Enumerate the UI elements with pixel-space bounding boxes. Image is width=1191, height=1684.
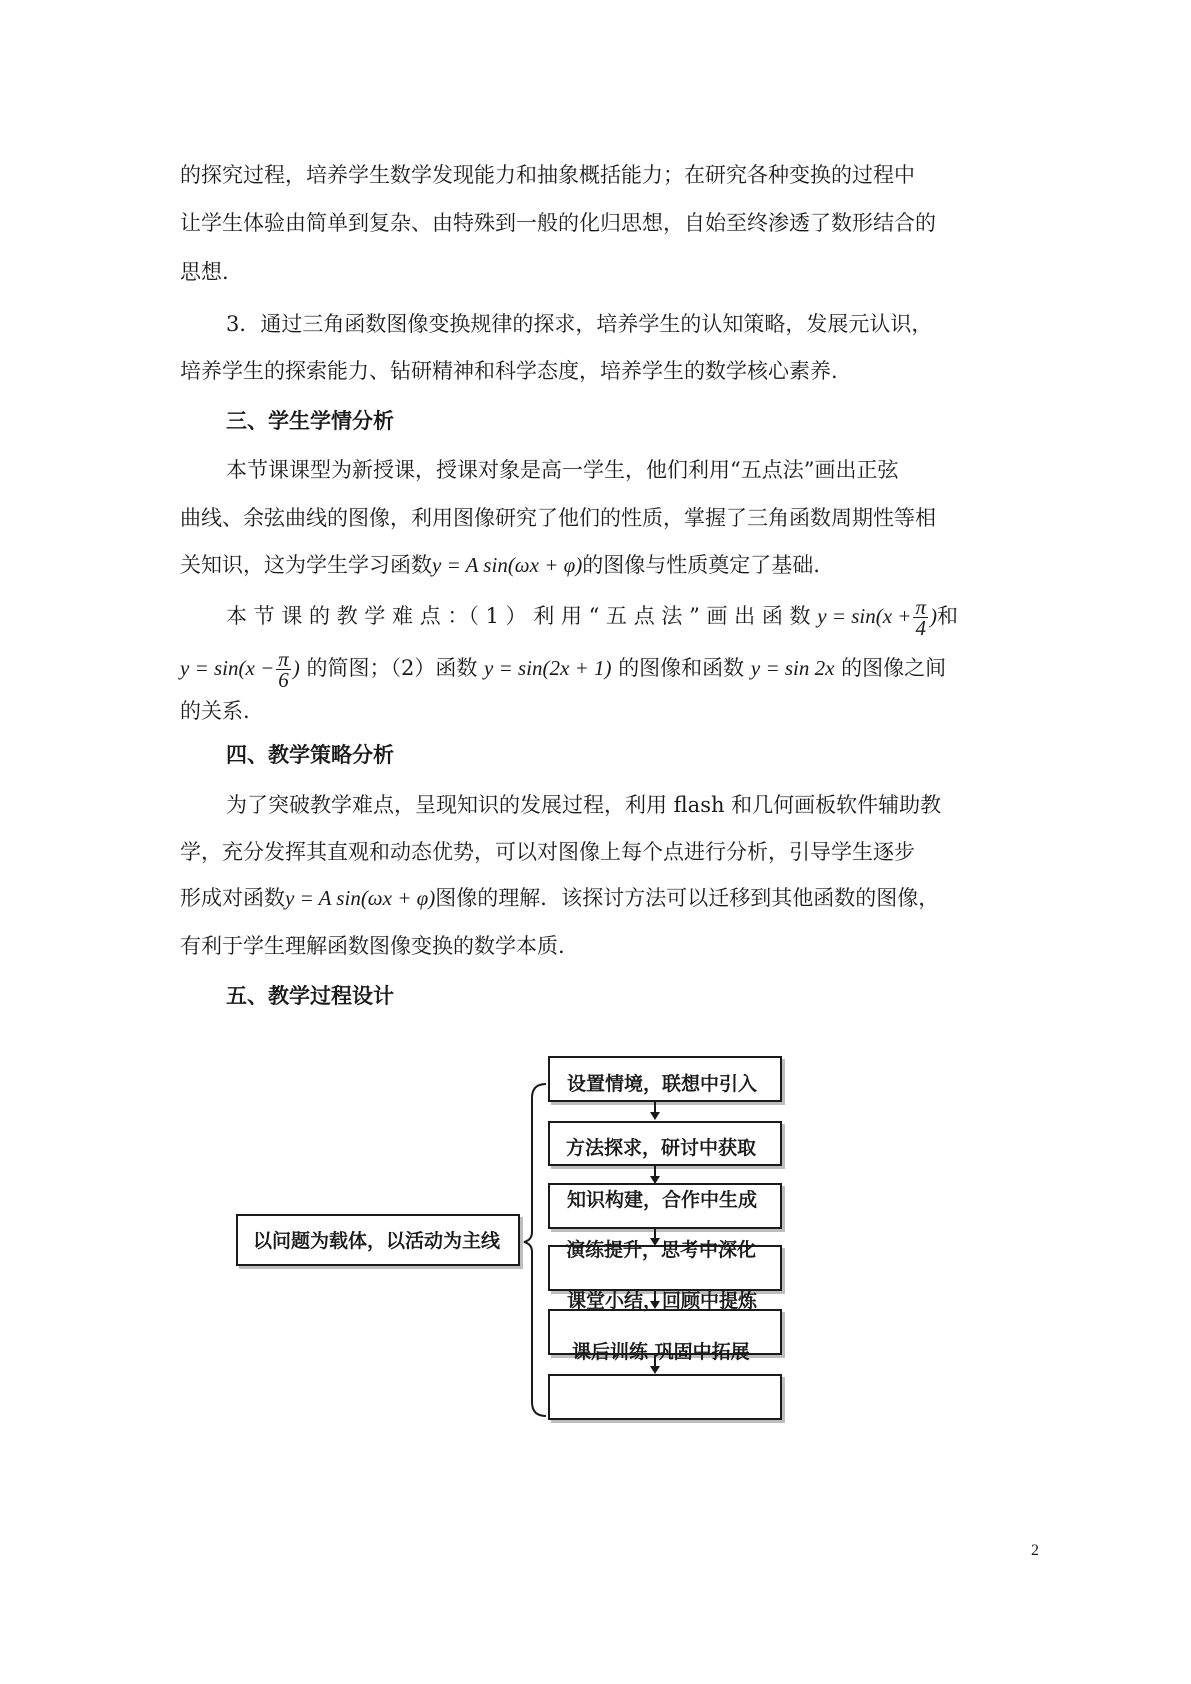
page-number: 2 [1031, 1542, 1039, 1559]
fraction-denominator: 6 [278, 668, 289, 692]
text: 和 [936, 604, 958, 628]
para-line: 让学生体验由简单到复杂、由特殊到一般的化归思想，自始至终渗透了数形结合的 [180, 211, 936, 235]
math-paren: ) [292, 656, 300, 680]
text: 形成对函数 [180, 886, 285, 910]
section-heading: 五、教学过程设计 [226, 984, 394, 1008]
math-formula: y = sin 2x [750, 656, 835, 680]
fraction-denominator: 4 [915, 616, 926, 640]
para-line: 有利于学生理解函数图像变换的数学本质. [180, 934, 565, 958]
para-line: 本节课课型为新授课，授课对象是高一学生，他们利用“五点法”画出正弦 [226, 458, 899, 482]
para-line: 思想. [180, 260, 229, 284]
para-line [180, 646, 946, 690]
para-line [180, 884, 939, 912]
para-line [226, 594, 958, 638]
flowchart-step-label: 设置情境，联想中引入 [567, 1073, 758, 1095]
flowchart-step-label: 课后训练 巩固中拓展 [572, 1341, 750, 1363]
flowchart-step-label: 知识构建，合作中生成 [567, 1189, 758, 1211]
para-line: 3．通过三角函数图像变换规律的探求，培养学生的认知策略，发展元认识， [226, 312, 933, 336]
math-formula: y = sin(x − [180, 656, 275, 680]
text: 图像的理解．该探讨方法可以迁移到其他函数的图像， [435, 886, 940, 910]
math-formula: y = sin(2x + 1) [484, 656, 612, 680]
para-line [180, 551, 820, 579]
fraction [276, 649, 291, 690]
para-line: 的探究过程，培养学生数学发现能力和抽象概括能力；在研究各种变换的过程中 [180, 163, 915, 187]
text: 的图像和函数 [618, 656, 745, 680]
fraction-numerator: π [915, 595, 926, 619]
text: 的图像之间 [841, 656, 947, 680]
section-heading: 三、学生学情分析 [226, 409, 394, 433]
text: 的图像与性质奠定了基础. [582, 553, 820, 577]
section-heading: 四、教学策略分析 [226, 743, 394, 767]
para-line: 培养学生的探索能力、钻研精神和科学态度，培养学生的数学核心素养. [180, 359, 838, 383]
math-formula: y = A sin(ωx + φ) [432, 553, 583, 577]
flowchart-step-label: 课堂小结，回顾中提炼 [567, 1290, 758, 1312]
flowchart-step-label: 演练提升，思考中深化 [566, 1239, 757, 1261]
math-formula: y = A sin(ωx + φ) [285, 886, 436, 910]
text: 的简图；（2）函数 [306, 656, 478, 680]
fraction-numerator: π [278, 647, 289, 671]
para-line: 曲线、余弦曲线的图像，利用图像研究了他们的性质，掌握了三角函数周期性等相 [180, 506, 936, 530]
para-line: 为了突破教学难点，呈现知识的发展过程，利用 flash 和几何画板软件辅助教 [226, 793, 942, 817]
math-paren: ) [929, 604, 937, 628]
flowchart-step-label: 方法探求，研讨中获取 [566, 1137, 757, 1159]
flowchart-main-label: 以问题为载体，以活动为主线 [253, 1230, 501, 1252]
para-line: 学，充分发挥其直观和动态优势，可以对图像上每个点进行分析，引导学生逐步 [180, 840, 915, 864]
math-formula: y = sin(x + [817, 604, 912, 628]
fraction [913, 597, 928, 638]
para-line: 的关系. [180, 699, 250, 723]
text: 关知识，这为学生学习函数 [180, 553, 432, 577]
text: 本 节 课 的 教 学 难 点 ：（ 1 ） 利 用 “ 五 点 法 ” 画 出 函 数 [226, 604, 811, 628]
